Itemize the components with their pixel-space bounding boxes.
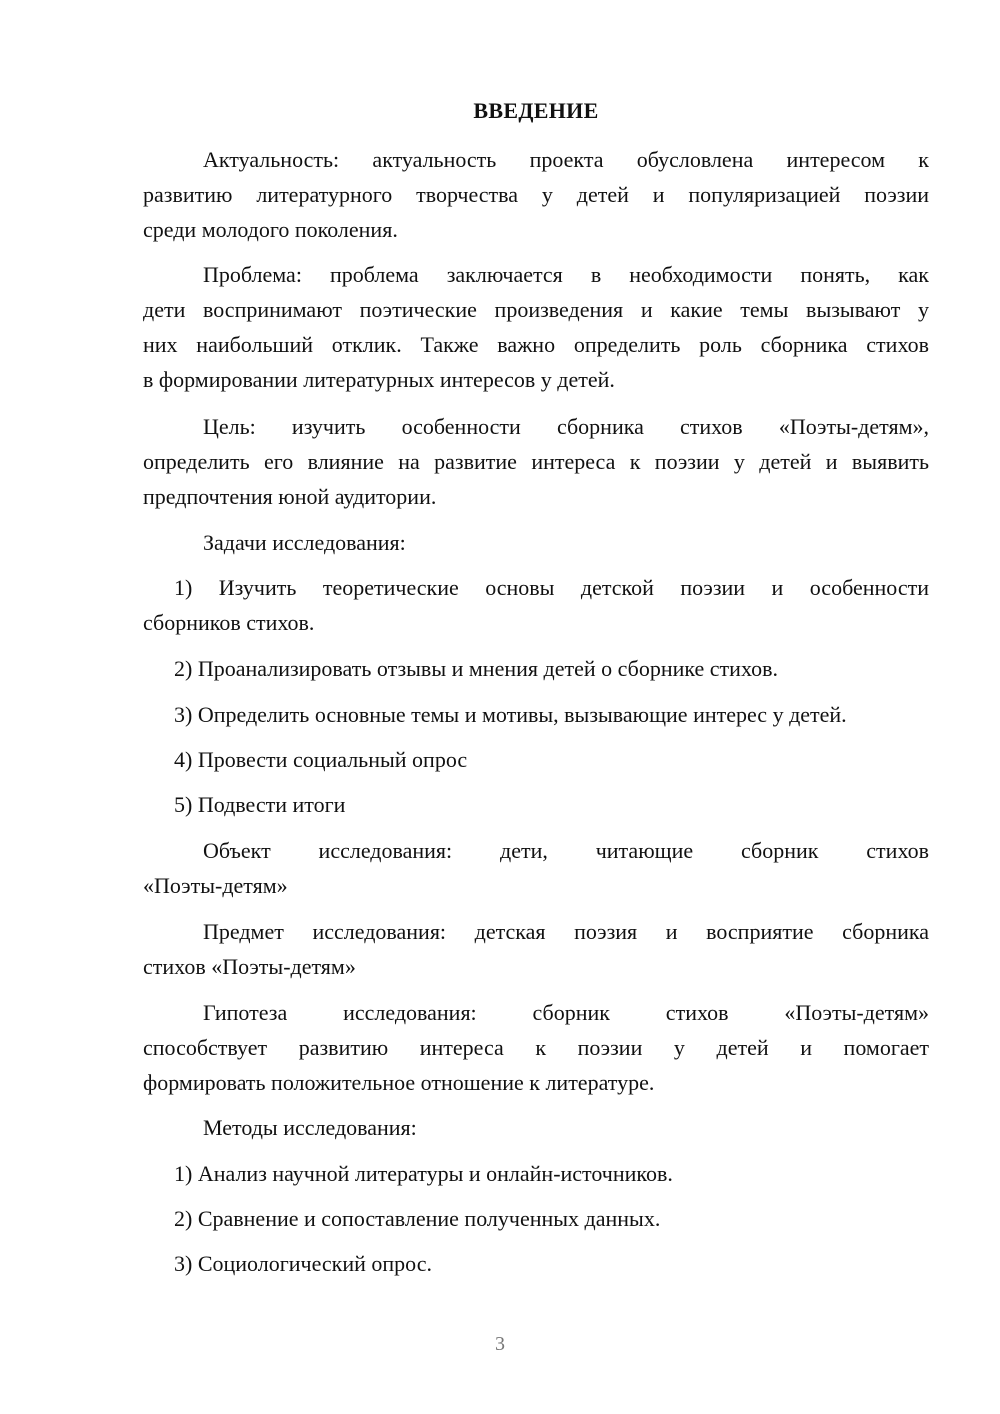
page-number: 3	[495, 1333, 505, 1355]
object-paragraph	[143, 833, 929, 903]
task-2: 2) Проанализировать отзывы и мнения детей о сборнике стихов.	[174, 656, 778, 681]
task-4: 4) Провести социальный опрос	[174, 747, 468, 772]
relevance-line-1: Актуальность: актуальность проекта обусловлена интересом к	[203, 147, 929, 172]
hypothesis-line-2: способствует развитию интереса к поэзии у детей и помогает	[143, 1035, 929, 1060]
task-1-line-1: 1) Изучить теоретические основы детской поэзии и особенности	[174, 575, 929, 600]
method-2: 2) Сравнение и сопоставление полученных данных.	[174, 1206, 661, 1231]
relevance-paragraph	[143, 142, 929, 247]
object-line-2: «Поэты-детям»	[143, 873, 288, 898]
task-5: 5) Подвести итоги	[174, 792, 346, 817]
method-3: 3) Социологический опрос.	[174, 1251, 432, 1276]
task-1	[143, 570, 929, 640]
subject-line-1: Предмет исследования: детская поэзия и восприятие сборника	[203, 919, 929, 944]
relevance-line-3: среди молодого поколения.	[143, 217, 398, 242]
methods-heading: Методы исследования:	[203, 1115, 417, 1140]
subject-paragraph	[143, 914, 929, 984]
goal-line-2: определить его влияние на развитие интереса к поэзии у детей и выявить	[143, 449, 929, 474]
relevance-line-2: развитию литературного творчества у детей и популяризацией поэзии	[143, 182, 929, 207]
hypothesis-line-3: формировать положительное отношение к литературе.	[143, 1070, 655, 1095]
hypothesis-line-1: Гипотеза исследования: сборник стихов «Поэты-детям»	[203, 1000, 929, 1025]
goal-line-3: предпочтения юной аудитории.	[143, 484, 437, 509]
hypothesis-paragraph	[143, 995, 929, 1100]
method-1: 1) Анализ научной литературы и онлайн-источников.	[174, 1161, 673, 1186]
task-1-line-2: сборников стихов.	[143, 610, 315, 635]
goal-line-1: Цель: изучить особенности сборника стихов «Поэты-детям»,	[203, 414, 929, 439]
object-line-1: Объект исследования: дети, читающие сборник стихов	[203, 838, 929, 863]
problem-line-3: них наибольший отклик. Также важно определить роль сборника стихов	[143, 332, 929, 357]
problem-line-2: дети воспринимают поэтические произведения и какие темы вызывают у	[143, 297, 929, 322]
tasks-heading: Задачи исследования:	[203, 530, 406, 555]
task-3: 3) Определить основные темы и мотивы, вызывающие интерес у детей.	[174, 702, 847, 727]
problem-line-4: в формировании литературных интересов у детей.	[143, 367, 615, 392]
goal-paragraph	[143, 409, 929, 514]
subject-line-2: стихов «Поэты-детям»	[143, 954, 356, 979]
problem-line-1: Проблема: проблема заключается в необходимости понять, как	[203, 262, 929, 287]
section-title: ВВЕДЕНИЕ	[473, 98, 599, 123]
problem-paragraph	[143, 257, 929, 397]
